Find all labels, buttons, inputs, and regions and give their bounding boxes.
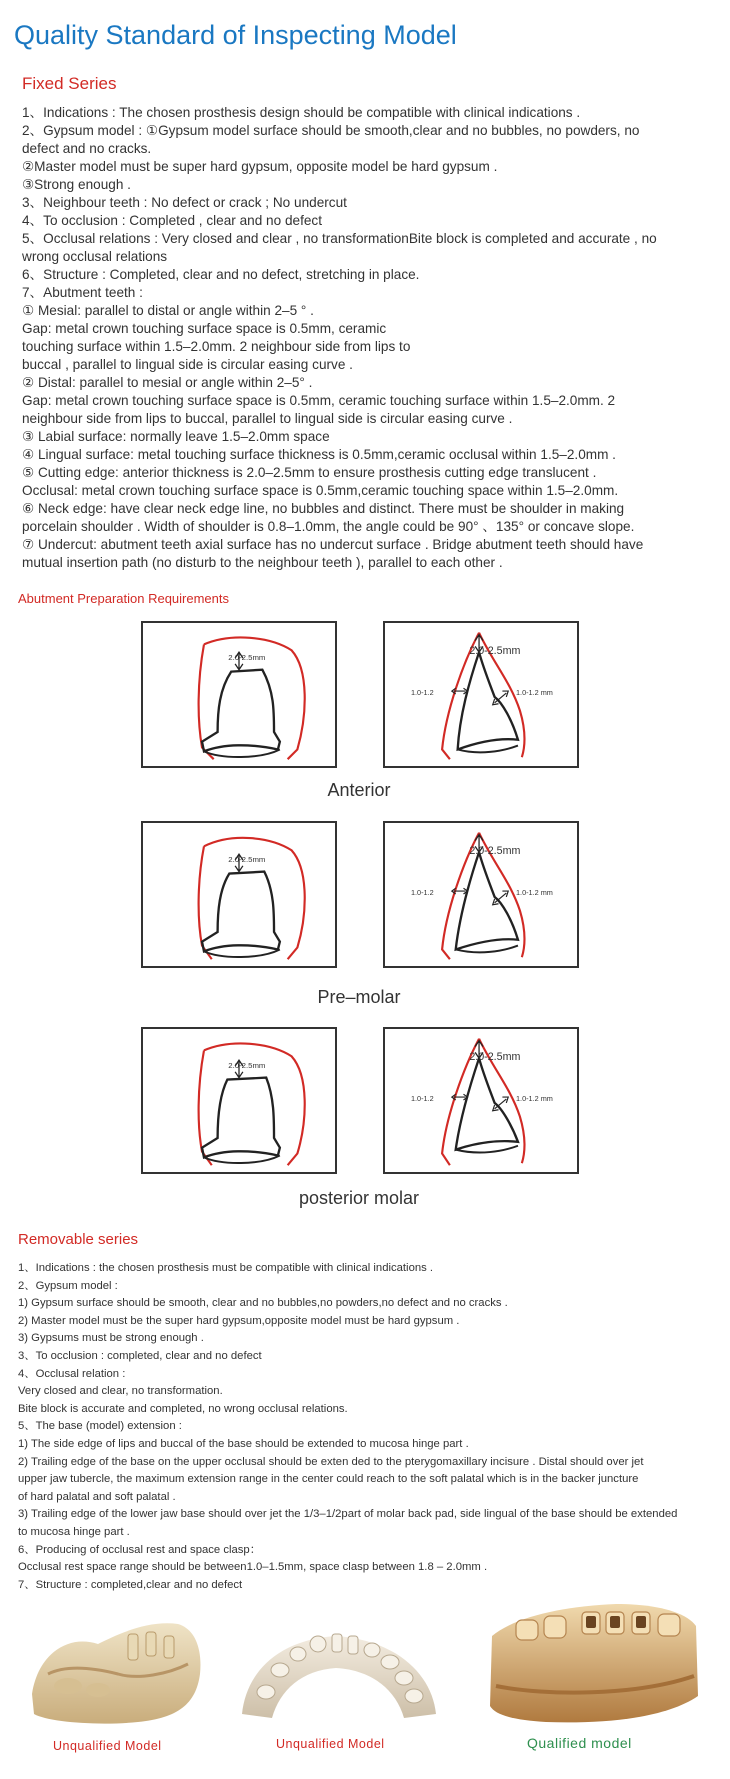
list-item: 5、Occlusal relations : Very closed and clear , no transformationBite block is completed and accurate , no <box>22 231 657 246</box>
list-item: 6、Producing of occlusal rest and space clasp： <box>18 1543 262 1556</box>
list-item: ② Distal: parallel to mesial or angle within 2–5° . <box>22 375 313 390</box>
list-item: 3、To occlusion : completed, clear and no defect <box>18 1349 262 1362</box>
list-item: defect and no cracks. <box>22 141 152 156</box>
unqualified-model-photo-2 <box>236 1614 442 1726</box>
list-item: 6、Structure : Completed, clear and no defect, stretching in place. <box>22 267 420 282</box>
anterior-side-diagram <box>383 621 579 768</box>
list-item: Occlusal rest space range should be between1.0–1.5mm, space clasp between 1.8 – 2.0mm . <box>18 1561 488 1574</box>
posterior-caption: posterior molar <box>298 1188 420 1208</box>
list-item: Gap: metal crown touching surface space is 0.5mm, ceramic <box>22 321 387 336</box>
list-item: 4、Occlusal relation : <box>18 1367 126 1380</box>
list-item: ⑦ Undercut: abutment teeth axial surface has no undercut surface . Bridge abutment teeth should have <box>22 537 644 552</box>
list-item: of hard palatal and soft palatal . <box>18 1490 176 1503</box>
list-item: upper jaw tubercle, the maximum extension range in the center could reach to the soft palatal which is in the backer juncture <box>18 1473 639 1486</box>
list-item: Gap: metal crown touching surface space is 0.5mm, ceramic touching surface within 1.5–2.0mm. 2 <box>22 393 616 408</box>
front-dimension-label: 2.0-2.5mm <box>228 652 266 662</box>
side-right-dimension: 1.0-1.2 mm <box>516 887 553 897</box>
list-item: ②Master model must be super hard gypsum, opposite model be hard gypsum . <box>22 159 498 174</box>
posterior-front-diagram <box>141 1027 337 1174</box>
posterior-side-diagram <box>383 1027 579 1174</box>
list-item: Bite block is accurate and completed, no wrong occlusal relations. <box>18 1402 348 1415</box>
list-item: 3) Gypsums must be strong enough . <box>18 1332 204 1345</box>
list-item: buccal , parallel to lingual side is circular easing curve . <box>22 357 353 372</box>
photo-caption-1: Unqualified Model <box>53 1739 162 1753</box>
list-item: Very closed and clear, no transformation. <box>18 1385 223 1398</box>
list-item: 2) Master model must be the super hard gypsum,opposite model must be hard gypsum . <box>18 1314 460 1327</box>
list-item: 1、Indications : the chosen prosthesis must be compatible with clinical indications . <box>18 1262 434 1274</box>
premolar-side-diagram <box>383 821 579 968</box>
list-item: ⑥ Neck edge: have clear neck edge line, no bubbles and distinct. There must be shoulder in making <box>22 501 625 516</box>
side-left-dimension: 1.0-1.2 <box>410 1093 434 1103</box>
list-item: 1、Indications : The chosen prosthesis design should be compatible with clinical indications . <box>22 105 581 120</box>
list-item: 2、Gypsum model : <box>18 1279 118 1292</box>
photo-caption-3: Qualified model <box>527 1735 632 1751</box>
list-item: neighbour side from lips to buccal, parallel to lingual side is circular easing curve . <box>22 411 513 426</box>
qualified-model-photo <box>486 1596 700 1726</box>
list-item: ③Strong enough . <box>22 177 131 192</box>
premolar-front-diagram <box>141 821 337 968</box>
side-top-dimension: 2.0-2.5mm <box>469 1051 521 1064</box>
premolar-caption: Pre–molar <box>317 987 401 1007</box>
list-item: Occlusal: metal crown touching surface space is 0.5mm,ceramic touching space within 1.5–2.0mm. <box>22 483 619 498</box>
photo-caption-2: Unqualified Model <box>276 1737 385 1751</box>
list-item: 2、Gypsum model : ①Gypsum model surface should be smooth,clear and no bubbles, no powders, no <box>22 123 640 138</box>
side-top-dimension: 2.0-2.5mm <box>469 845 521 858</box>
front-dimension-label: 2.0-2.5mm <box>228 854 266 864</box>
side-right-dimension: 1.0-1.2 mm <box>516 687 553 697</box>
anterior-front-diagram <box>141 621 337 768</box>
list-item: to mucosa hinge part . <box>18 1525 130 1538</box>
list-item: touching surface within 1.5–2.0mm. 2 neighbour side from lips to <box>22 339 411 354</box>
list-item: 2) Trailing edge of the base on the upper occlusal should be exten ded to the pterygomaxillary incisure . Distal should over jet <box>18 1455 644 1468</box>
side-left-dimension: 1.0-1.2 <box>410 687 434 697</box>
abutment-heading: Abutment Preparation Requirements <box>18 591 230 606</box>
list-item: porcelain shoulder . Width of shoulder is 0.8–1.0mm, the angle could be 90° 、135° or concave slope. <box>22 519 635 534</box>
list-item: 1) The side edge of lips and buccal of the base should be extended to mucosa hinge part . <box>18 1437 469 1450</box>
unqualified-model-photo-1 <box>28 1614 204 1726</box>
list-item: mutual insertion path (no disturb to the neighbour teeth ), parallel to each other . <box>22 555 503 570</box>
fixed-series-list <box>22 104 712 572</box>
list-item: ⑤ Cutting edge: anterior thickness is 2.0–2.5mm to ensure prosthesis cutting edge translucent . <box>22 465 597 480</box>
removable-series-list <box>18 1260 718 1594</box>
list-item: ④ Lingual surface: metal touching surface thickness is 0.5mm,ceramic occlusal within 1.5–2.0mm . <box>22 447 616 462</box>
list-item: 7、Abutment teeth : <box>22 285 143 300</box>
list-item: 3) Trailing edge of the lower jaw base should over jet the 1/3–1/2part of molar back pad, side lingual of the base should be extended <box>18 1508 678 1521</box>
front-dimension-label: 2.0-2.5mm <box>228 1060 266 1070</box>
removable-series-heading: Removable series <box>18 1231 139 1248</box>
side-right-dimension: 1.0-1.2 mm <box>516 1093 553 1103</box>
fixed-series-heading: Fixed Series <box>22 74 117 93</box>
list-item: ① Mesial: parallel to distal or angle within 2–5 ° . <box>22 303 314 318</box>
list-item: 7、Structure : completed,clear and no defect <box>18 1578 243 1591</box>
anterior-caption: Anterior <box>327 780 391 800</box>
side-left-dimension: 1.0-1.2 <box>410 887 434 897</box>
side-top-dimension: 2.0-2.5mm <box>469 645 521 658</box>
list-item: 3、Neighbour teeth : No defect or crack ; No undercut <box>22 195 347 210</box>
list-item: wrong occlusal relations <box>22 249 168 264</box>
list-item: 1) Gypsum surface should be smooth, clear and no bubbles,no powders,no defect and no cracks . <box>18 1297 508 1310</box>
page-title: Quality Standard of Inspecting Model <box>14 20 457 50</box>
list-item: ③ Labial surface: normally leave 1.5–2.0mm space <box>22 429 330 444</box>
list-item: 4、To occlusion : Completed , clear and no defect <box>22 213 322 228</box>
list-item: 5、The base (model) extension : <box>18 1420 182 1433</box>
